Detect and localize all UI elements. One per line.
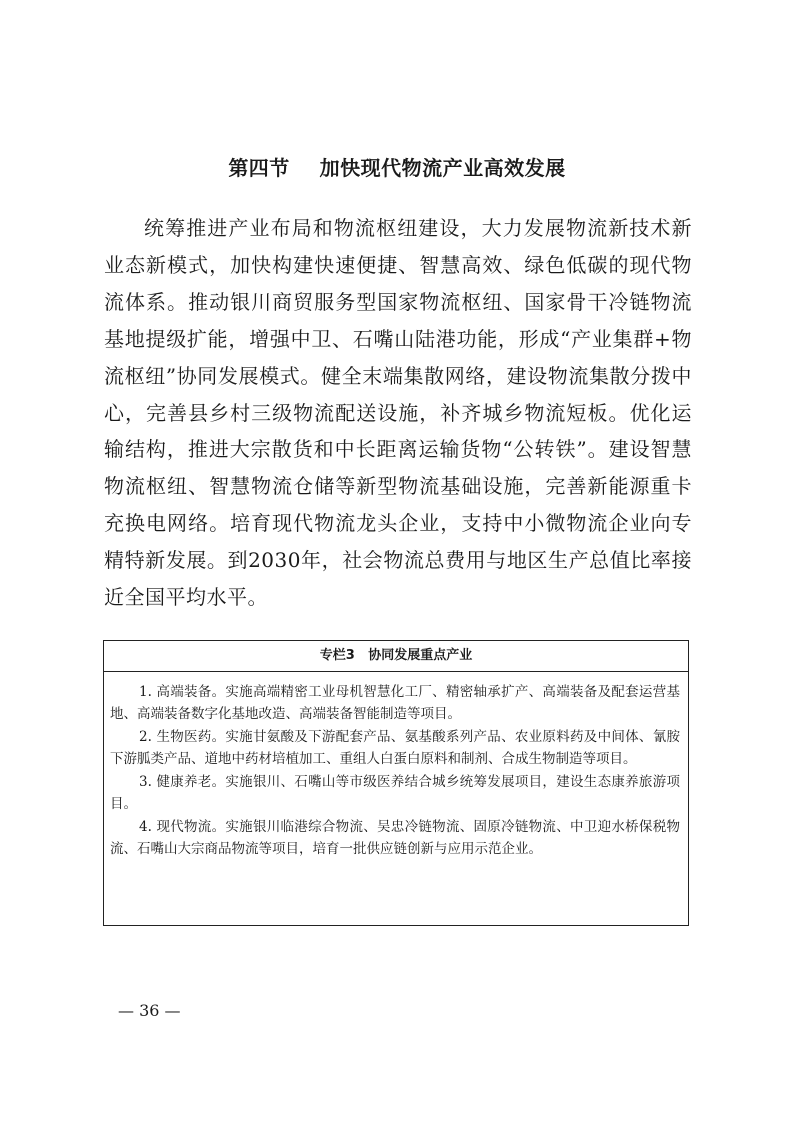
column-item-biomedicine: 2. 生物医药。实施甘氨酸及下游配套产品、氨基酸系列产品、农业原料药及中间体、氰胺下游胍类产品、道地中药材培植加工、重组人白蛋白原料和制剂、合成生物制造等项目。 (110, 729, 680, 767)
page-number: — 36 — (118, 1001, 181, 1020)
column-box-title: 专栏3 协同发展重点产业 (104, 641, 688, 672)
column-item-high-end-equipment: 1. 高端装备。实施高端精密工业母机智慧化工厂、精密轴承扩产、高端装备及配套运营基地、高端装备数字化基地改造、高端装备智能制造等项目。 (110, 684, 680, 722)
column-item-modern-logistics: 4. 现代物流。实施银川临港综合物流、吴忠冷链物流、固原冷链物流、中卫迎水桥保税物流、石嘴山大宗商品物流等项目，培育一批供应链创新与应用示范企业。 (110, 819, 680, 857)
body-paragraph: 统筹推进产业布局和物流枢纽建设，大力发展物流新技术新业态新模式，加快构建快速便捷、智慧高效、绿色低碳的现代物流体系。推动银川商贸服务型国家物流枢纽、国家骨干冷链物流基地提级扩能，增强中卫、石嘴山陆港功能，形成“产业集群+物流枢纽”协同发展模式。健全末端集散网络，建设物流集散分拨中心，完善县乡村三级物流配送设施，补齐城乡物流短板。优化运输结构，推进大宗散货和中长距离运输货物“公转铁”。建设智慧物流枢纽、智慧物流仓储等新型物流基础设施，完善新能源重卡充换电网络。培育现代物流龙头企业，支持中小微物流企业向专精特新发展。到2030年，社会物流总费用与地区生产总值比率接近全国平均水平。 (104, 216, 692, 610)
section-heading: 第四节 加快现代物流产业高效发展 (228, 156, 566, 180)
feature-column-box (103, 640, 689, 926)
column-box-body (104, 672, 688, 860)
column-item-health-elderly-care: 3. 健康养老。实施银川、石嘴山等市级医养结合城乡统筹发展项目，建设生态康养旅游项目。 (110, 774, 680, 812)
